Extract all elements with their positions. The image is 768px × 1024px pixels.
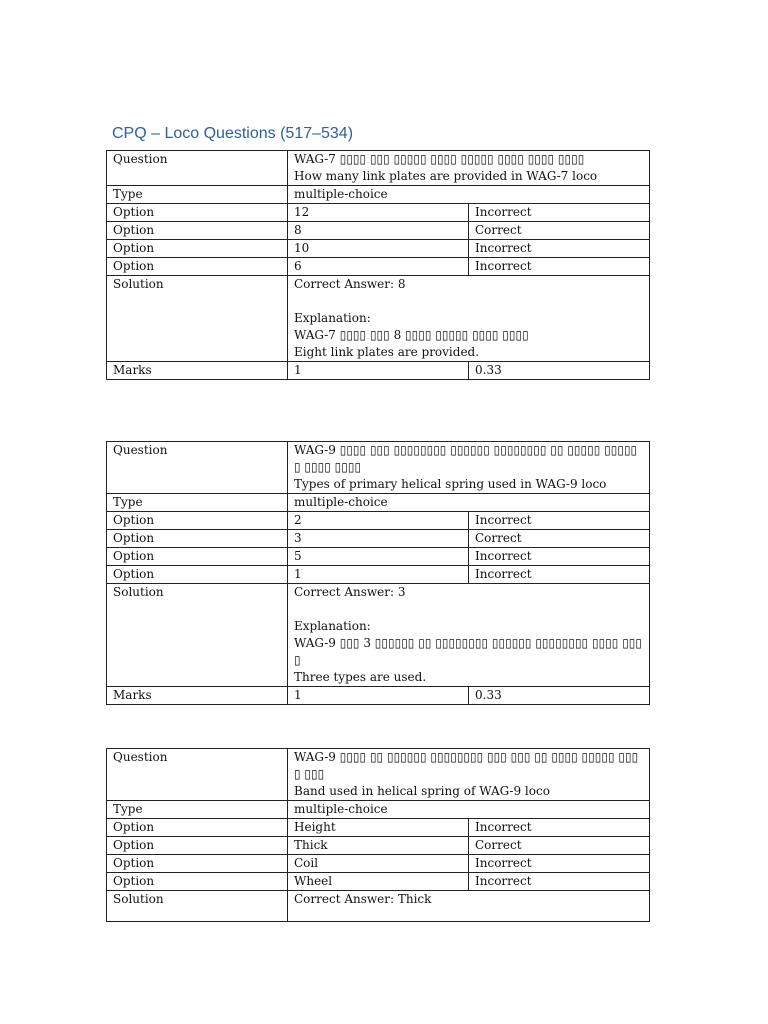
option-label: Option bbox=[107, 512, 288, 530]
explanation-hindi: WAG-7 ▯▯▯▯ ▯▯▯ 8 ▯▯▯▯ ▯▯▯▯▯ ▯▯▯▯ ▯▯▯▯ bbox=[294, 328, 529, 342]
marks-value: 1 bbox=[288, 362, 469, 380]
question-text-english: How many link plates are provided in WAG-7 loco bbox=[294, 169, 598, 183]
question-text bbox=[288, 151, 650, 186]
option-row bbox=[107, 240, 650, 258]
type-value: multiple-choice bbox=[288, 801, 650, 819]
option-row bbox=[107, 837, 650, 855]
explanation-label: Explanation: bbox=[294, 311, 371, 325]
option-status: Incorrect bbox=[469, 548, 650, 566]
correct-answer: Correct Answer: 3 bbox=[294, 585, 406, 599]
solution-label: Solution bbox=[107, 891, 288, 922]
option-status: Incorrect bbox=[469, 204, 650, 222]
option-value: 8 bbox=[288, 222, 469, 240]
option-value: 6 bbox=[288, 258, 469, 276]
option-label: Option bbox=[107, 530, 288, 548]
option-status: Incorrect bbox=[469, 855, 650, 873]
type-value: multiple-choice bbox=[288, 494, 650, 512]
option-label: Option bbox=[107, 222, 288, 240]
option-label: Option bbox=[107, 855, 288, 873]
explanation-english: Three types are used. bbox=[294, 670, 427, 684]
option-label: Option bbox=[107, 873, 288, 891]
explanation-hindi: WAG-9 ▯▯▯ 3 ▯▯▯▯▯▯ ▯▯ ▯▯▯▯▯▯▯▯ ▯▯▯▯▯▯ ▯▯▯▯▯▯▯▯ ▯▯▯▯ ▯▯▯▯ bbox=[294, 636, 643, 667]
option-row bbox=[107, 258, 650, 276]
type-label: Type bbox=[107, 494, 288, 512]
option-value: 2 bbox=[288, 512, 469, 530]
marks-label: Marks bbox=[107, 362, 288, 380]
option-row bbox=[107, 512, 650, 530]
negative-marks-value: 0.33 bbox=[469, 362, 650, 380]
option-label: Option bbox=[107, 548, 288, 566]
question-text bbox=[288, 442, 650, 494]
option-status: Incorrect bbox=[469, 512, 650, 530]
option-row bbox=[107, 819, 650, 837]
question-label: Question bbox=[107, 151, 288, 186]
solution-row bbox=[107, 584, 650, 687]
spacer bbox=[294, 601, 643, 618]
option-value: 10 bbox=[288, 240, 469, 258]
option-row bbox=[107, 873, 650, 891]
question-text-hindi: WAG-7 ▯▯▯▯ ▯▯▯ ▯▯▯▯▯ ▯▯▯▯ ▯▯▯▯▯ ▯▯▯▯ ▯▯▯▯ ▯▯▯▯ bbox=[294, 152, 585, 166]
option-value: 1 bbox=[288, 566, 469, 584]
option-value: 5 bbox=[288, 548, 469, 566]
option-value: Coil bbox=[288, 855, 469, 873]
page-title: CPQ – Loco Questions (517–534) bbox=[112, 125, 354, 142]
type-value: multiple-choice bbox=[288, 186, 650, 204]
option-label: Option bbox=[107, 204, 288, 222]
option-status: Correct bbox=[469, 222, 650, 240]
correct-answer: Correct Answer: Thick bbox=[294, 892, 432, 906]
type-row bbox=[107, 186, 650, 204]
correct-answer: Correct Answer: 8 bbox=[294, 277, 406, 291]
negative-marks-value: 0.33 bbox=[469, 687, 650, 705]
option-label: Option bbox=[107, 240, 288, 258]
option-status: Incorrect bbox=[469, 819, 650, 837]
option-value: Thick bbox=[288, 837, 469, 855]
question-label: Question bbox=[107, 442, 288, 494]
marks-row bbox=[107, 687, 650, 705]
solution-text bbox=[288, 891, 650, 922]
option-label: Option bbox=[107, 258, 288, 276]
marks-value: 1 bbox=[288, 687, 469, 705]
option-value: 12 bbox=[288, 204, 469, 222]
marks-label: Marks bbox=[107, 687, 288, 705]
option-status: Correct bbox=[469, 837, 650, 855]
option-value: 3 bbox=[288, 530, 469, 548]
option-label: Option bbox=[107, 819, 288, 837]
question-table-3 bbox=[106, 748, 650, 922]
solution-row bbox=[107, 891, 650, 922]
option-row bbox=[107, 548, 650, 566]
option-value: Height bbox=[288, 819, 469, 837]
question-row bbox=[107, 151, 650, 186]
type-label: Type bbox=[107, 801, 288, 819]
question-text-english: Types of primary helical spring used in WAG-9 loco bbox=[294, 477, 607, 491]
option-status: Correct bbox=[469, 530, 650, 548]
solution-text bbox=[288, 276, 650, 362]
option-status: Incorrect bbox=[469, 258, 650, 276]
marks-row bbox=[107, 362, 650, 380]
question-label: Question bbox=[107, 749, 288, 801]
question-table-2 bbox=[106, 441, 650, 705]
explanation-english: Eight link plates are provided. bbox=[294, 345, 480, 359]
question-text bbox=[288, 749, 650, 801]
option-row bbox=[107, 530, 650, 548]
option-row bbox=[107, 566, 650, 584]
solution-row bbox=[107, 276, 650, 362]
option-status: Incorrect bbox=[469, 240, 650, 258]
spacer bbox=[294, 293, 643, 310]
option-status: Incorrect bbox=[469, 566, 650, 584]
type-label: Type bbox=[107, 186, 288, 204]
question-text-english: Band used in helical spring of WAG-9 loco bbox=[294, 784, 550, 798]
option-status: Incorrect bbox=[469, 873, 650, 891]
option-row bbox=[107, 222, 650, 240]
question-table-1 bbox=[106, 150, 650, 380]
type-row bbox=[107, 494, 650, 512]
question-text-hindi: WAG-9 ▯▯▯▯ ▯▯ ▯▯▯▯▯▯ ▯▯▯▯▯▯▯▯ ▯▯▯ ▯▯▯ ▯▯ ▯▯▯▯ ▯▯▯▯▯ ▯▯▯▯ ▯▯▯ bbox=[294, 750, 639, 781]
type-row bbox=[107, 801, 650, 819]
option-label: Option bbox=[107, 837, 288, 855]
question-row bbox=[107, 749, 650, 801]
solution-label: Solution bbox=[107, 584, 288, 687]
option-label: Option bbox=[107, 566, 288, 584]
option-row bbox=[107, 204, 650, 222]
question-row bbox=[107, 442, 650, 494]
question-text-hindi: WAG-9 ▯▯▯▯ ▯▯▯ ▯▯▯▯▯▯▯▯ ▯▯▯▯▯▯ ▯▯▯▯▯▯▯▯ ▯▯ ▯▯▯▯▯ ▯▯▯▯▯▯ ▯▯▯▯ ▯▯▯▯ bbox=[294, 443, 638, 474]
option-row bbox=[107, 855, 650, 873]
solution-text bbox=[288, 584, 650, 687]
option-value: Wheel bbox=[288, 873, 469, 891]
solution-label: Solution bbox=[107, 276, 288, 362]
explanation-label: Explanation: bbox=[294, 619, 371, 633]
